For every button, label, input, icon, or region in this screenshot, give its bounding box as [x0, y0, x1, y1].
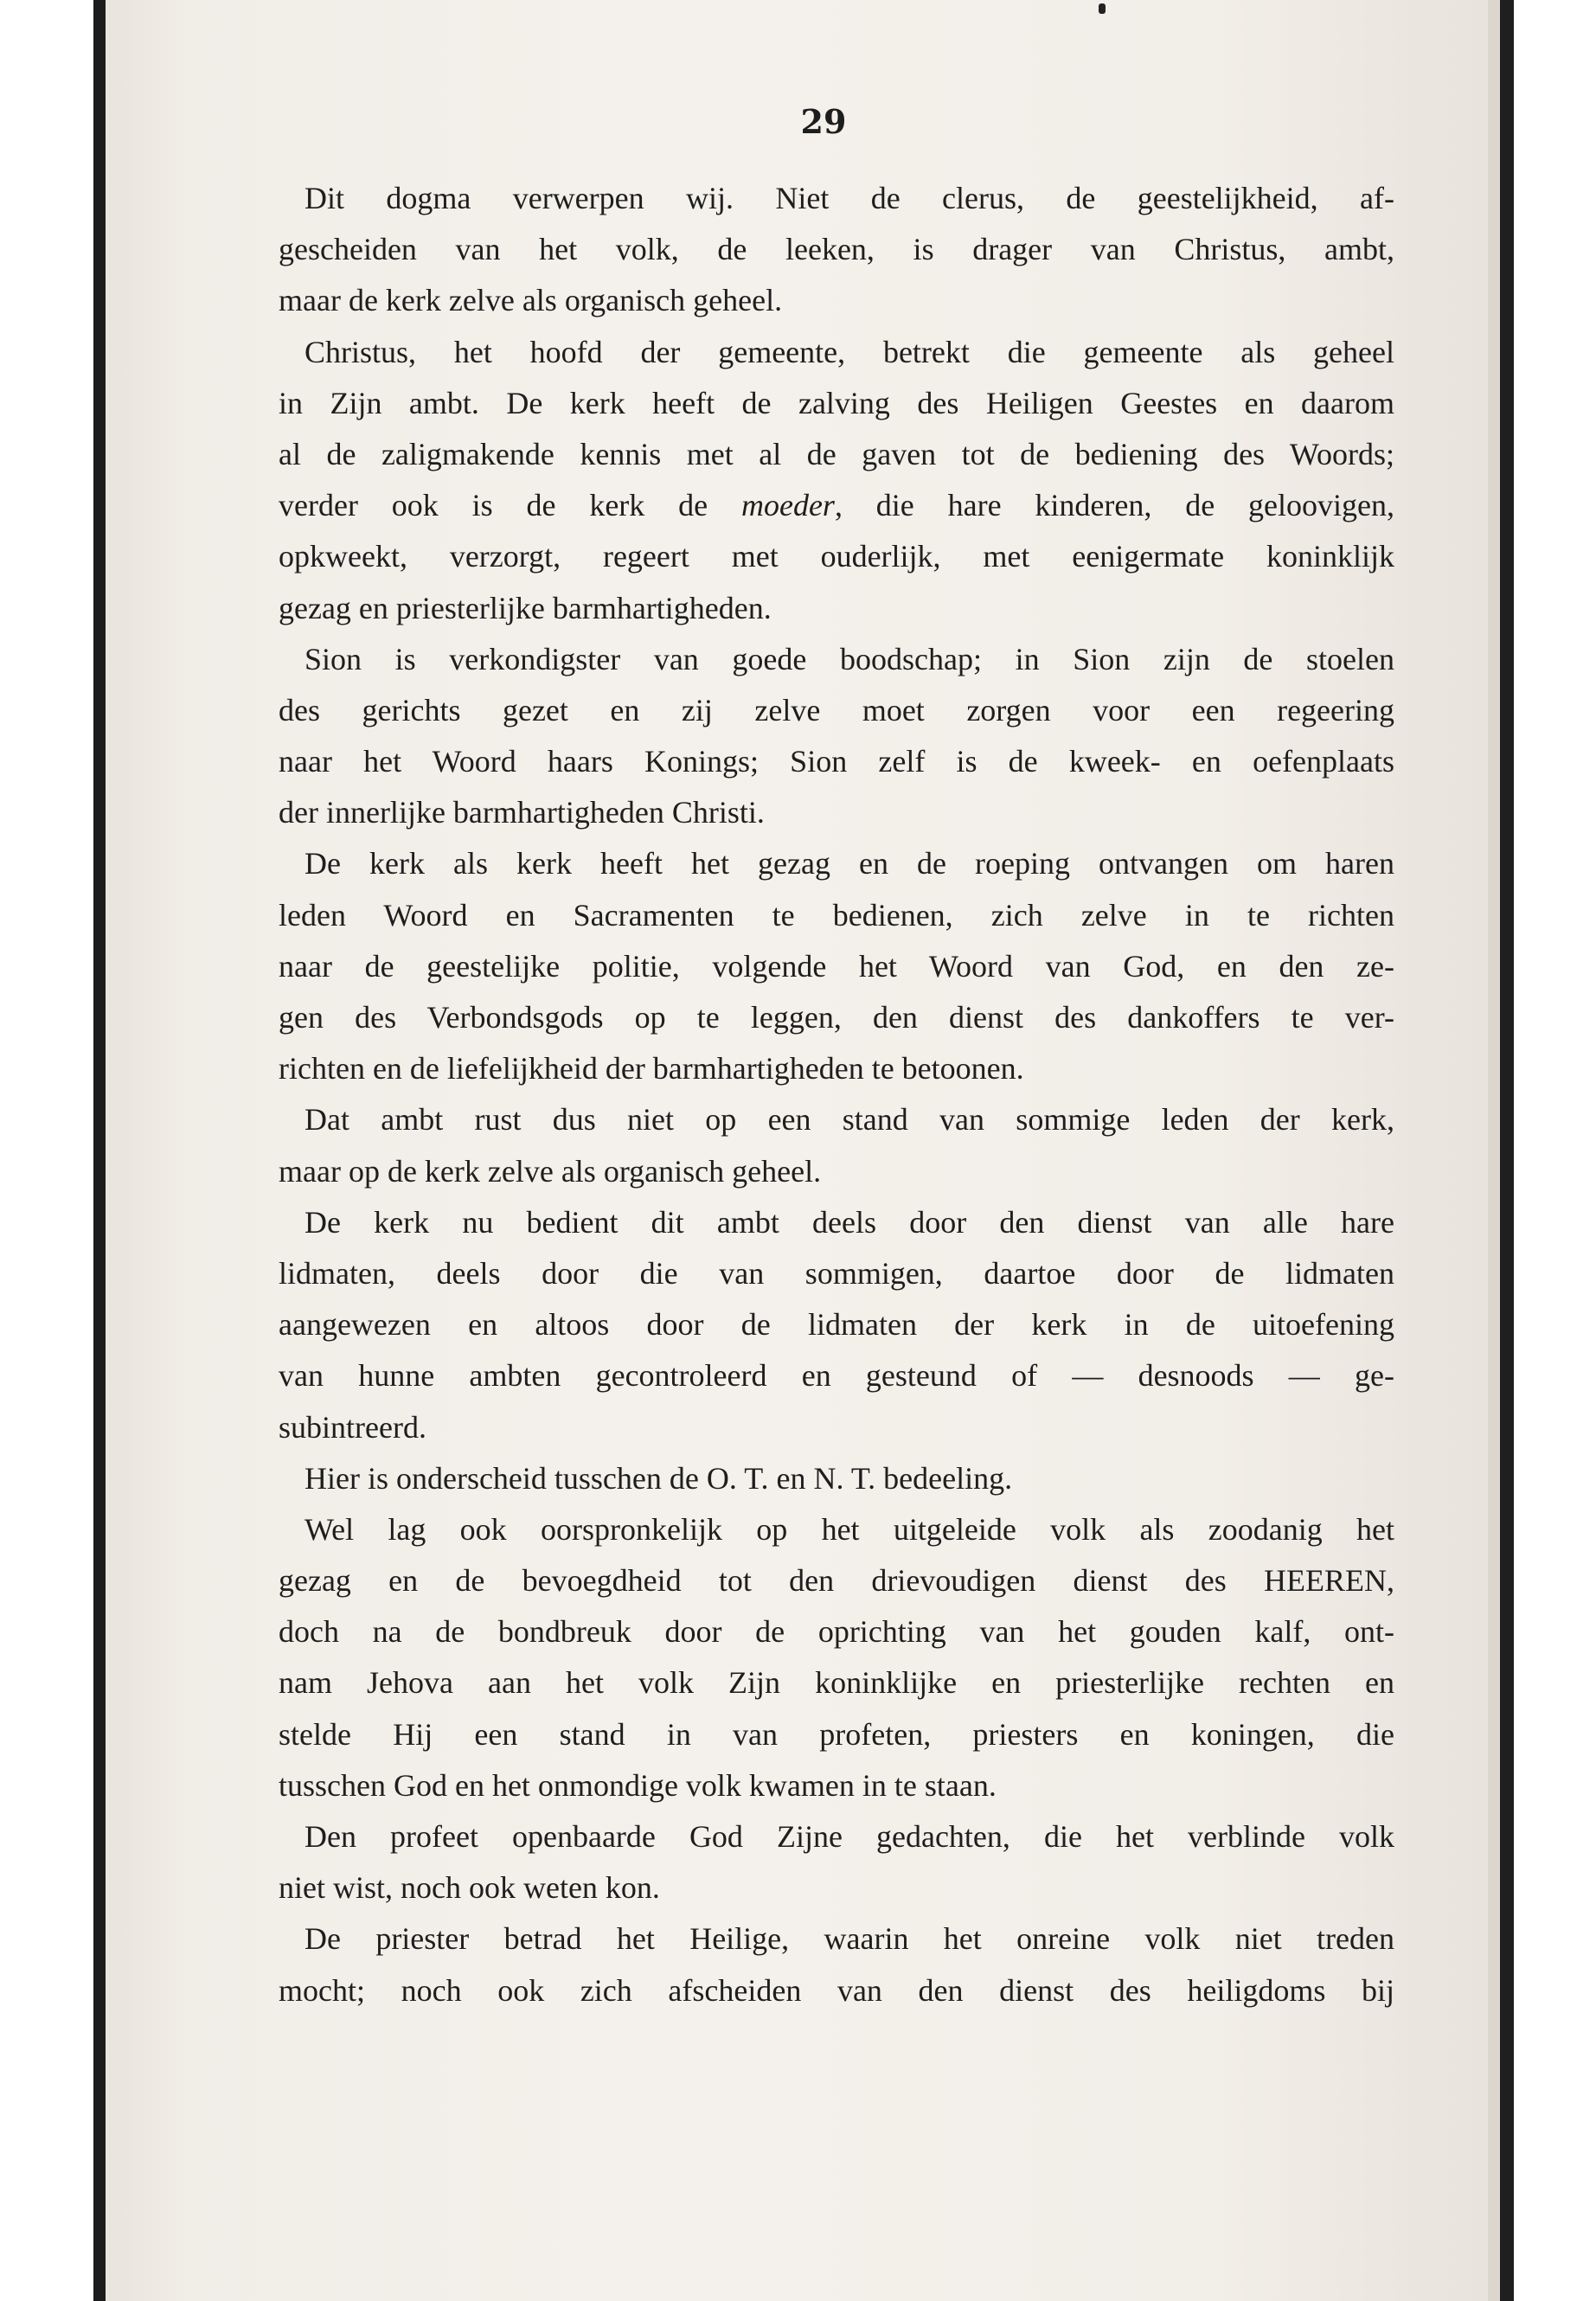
scan-margin-left [0, 0, 93, 2301]
text-line: niet wist, noch ook weten kon. [279, 1870, 660, 1906]
text-line: lidmaten, deels door die van sommigen, daartoe door de lidmaten [279, 1255, 1394, 1291]
text-line: subintreerd. [279, 1409, 426, 1445]
text-line: opkweekt, verzorgt, regeert met ouderlijk, met eenigermate koninklijk [279, 539, 1394, 574]
text-line: De priester betrad het Heilige, waarin het onreine volk niet treden [304, 1921, 1394, 1957]
text-line: maar de kerk zelve als organisch geheel. [279, 283, 783, 318]
text-line: aangewezen en altoos door de lidmaten der kerk in de uitoefening [279, 1307, 1394, 1343]
text-line: Wel lag ook oorspronkelijk op het uitgeleide volk als zoodanig het [304, 1511, 1394, 1547]
text-line: der innerlijke barmhartigheden Christi. [279, 795, 765, 830]
text-line: Sion is verkondigster van goede boodschap; in Sion zijn de stoelen [304, 641, 1394, 676]
text-line: De kerk nu bedient dit ambt deels door den dienst van alle hare [304, 1204, 1394, 1240]
text-line: mocht; noch ook zich afscheiden van den dienst des heiligdoms bij [279, 1972, 1394, 2008]
text-line: des gerichts gezet en zij zelve moet zorgen voor een regeering [279, 692, 1394, 727]
text-line: stelde Hij een stand in van profeten, priesters en koningen, die [279, 1716, 1394, 1752]
text-line: Dit dogma verwerpen wij. Niet de clerus, de geestelijkheid, af- [304, 181, 1394, 215]
text-line: tusschen God en het onmondige volk kwamen in te staan. [279, 1767, 997, 1803]
text-line: Christus, het hoofd der gemeente, betrekt die gemeente als geheel [304, 334, 1394, 369]
text-line: naar het Woord haars Konings; Sion zelf is de kweek- en oefenplaats [279, 744, 1394, 779]
book-spine-shadow [93, 0, 106, 2301]
emphasis: moeder [740, 488, 835, 523]
text-line: maar op de kerk zelve als organisch geheel. [279, 1153, 822, 1189]
page-number: 29 [800, 102, 847, 141]
ink-dot [1099, 3, 1106, 14]
body-text [279, 173, 1394, 2016]
text-line: De kerk als kerk heeft het gezag en de roeping ontvangen om haren [304, 846, 1394, 881]
text-line: gezag en priesterlijke barmhartigheden. [279, 590, 772, 625]
text-line: van hunne ambten gecontroleerd en gesteund of — desnoods — ge- [279, 1358, 1394, 1394]
text-line: Dat ambt rust dus niet op een stand van sommige leden der kerk, [304, 1102, 1394, 1138]
text-line: verder ook is de kerk de moeder, die hare kinderen, de geloovigen, [279, 488, 1394, 523]
text-line: al de zaligmakende kennis met al de gaven tot de bediening des Woords; [279, 436, 1394, 471]
text-line: nam Jehova aan het volk Zijn koninklijke en priesterlijke rechten en [279, 1665, 1394, 1701]
text-line: naar de geestelijke politie, volgende het Woord van God, en den ze- [279, 948, 1394, 984]
text-line: gescheiden van het volk, de leeken, is drager van Christus, ambt, [279, 232, 1394, 267]
text-line: leden Woord en Sacramenten te bedienen, zich zelve in te richten [279, 897, 1394, 933]
text-line: doch na de bondbreuk door de oprichting van het gouden kalf, ont- [279, 1614, 1394, 1650]
text-line: richten en de liefelijkheid der barmhartigheden te betoonen. [279, 1051, 1024, 1086]
scan-margin-right [1514, 0, 1596, 2301]
paper-page [106, 0, 1488, 2301]
text-line: gen des Verbondsgods op te leggen, den dienst des dankoffers te ver- [279, 1000, 1394, 1035]
text-line: gezag en de bevoegdheid tot den drievoudigen dienst des HEEREN, [279, 1563, 1394, 1599]
text-line: in Zijn ambt. De kerk heeft de zalving des Heiligen Geestes en daarom [279, 385, 1394, 420]
text-line: Hier is onderscheid tusschen de O. T. en N. T. bedeeling. [304, 1460, 1013, 1496]
book-edge-shadow [1500, 0, 1514, 2301]
page-edge [1488, 0, 1500, 2301]
text-line: Den profeet openbaarde God Zijne gedachten, die het verblinde volk [304, 1819, 1394, 1854]
